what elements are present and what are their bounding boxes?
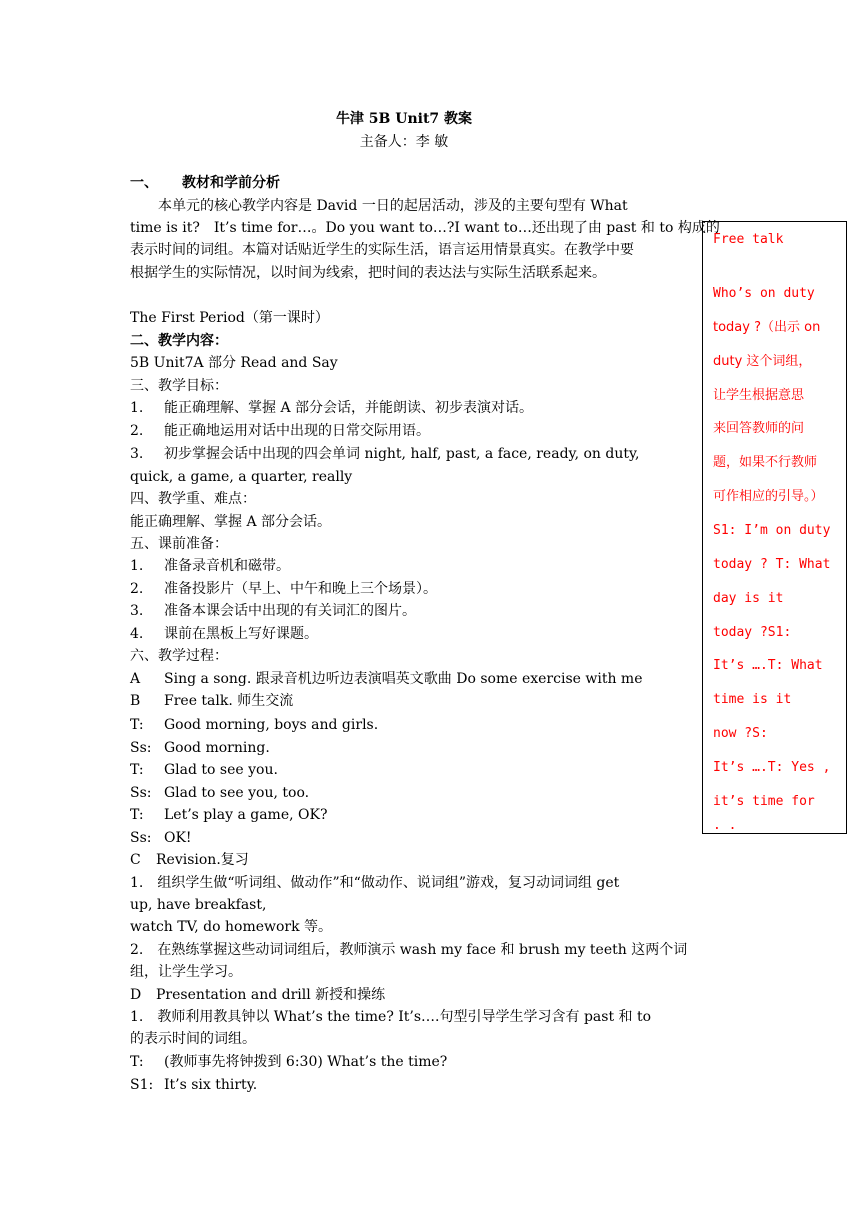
prep-item: 1. 准备录音机和磁带。 bbox=[130, 558, 290, 574]
c1-line-3: watch TV, do homework 等。 bbox=[130, 919, 333, 935]
note-line: today ? T: What bbox=[713, 557, 831, 572]
d1-line-2: 的表示时间的词组。 bbox=[130, 1031, 256, 1047]
para1-line-4: 根据学生的实际情况，以时间为线索，把时间的表达法与实际生活联系起来。 bbox=[130, 265, 606, 281]
dialog-line: T: Let’s play a game, OK? bbox=[130, 807, 328, 823]
c2-line-2: 组，让学生学习。 bbox=[130, 964, 242, 980]
note-line: Free talk bbox=[713, 232, 784, 247]
margin-note-box bbox=[702, 221, 847, 834]
dialog-line: T: Glad to see you. bbox=[130, 762, 278, 778]
prep-item: 4. 课前在黑板上写好课题。 bbox=[130, 626, 318, 642]
note-line: It’s ….T: What bbox=[713, 658, 823, 673]
section-4-text: 能正确理解、掌握 A 部分会话。 bbox=[130, 514, 332, 530]
para1-line-3: 表示时间的词组。本篇对话贴近学生的实际生活，语言运用情景真实。在教学中要 bbox=[130, 242, 634, 258]
note-line: It’s ….T: Yes , bbox=[713, 760, 831, 775]
c1-line-1: 1. 组织学生做“听词组、做动作”和“做动作、说词组”游戏，复习动词词组 get bbox=[130, 875, 620, 891]
section-3-heading: 三、教学目标： bbox=[130, 378, 228, 394]
step-c: C Revision.复习 bbox=[130, 852, 249, 868]
section-2-heading: 二、教学内容： bbox=[130, 333, 228, 349]
note-line: time is it bbox=[713, 692, 792, 707]
goal-3-continuation: quick, a game, a quarter, really bbox=[130, 469, 353, 485]
note-line: it’s time for bbox=[713, 794, 815, 809]
step-a: A Sing a song. 跟录音机边听边表演唱英文歌曲 Do some exercise with me bbox=[130, 671, 643, 687]
goal-item: 2. 能正确地运用对话中出现的日常交际用语。 bbox=[130, 423, 430, 439]
goal-item: 1. 能正确理解、掌握 A 部分会话，并能朗读、初步表演对话。 bbox=[130, 400, 534, 416]
d1-line-1: 1. 教师利用教具钟以 What’s the time? It’s….句型引导学生学习含有 past 和 to bbox=[130, 1009, 652, 1025]
note-line: 让学生根据意思 bbox=[713, 388, 805, 403]
section-5-heading: 五、课前准备： bbox=[130, 536, 228, 552]
author-line: 主备人：李 敏 bbox=[359, 134, 449, 150]
note-line: today ?（出示 on bbox=[713, 320, 821, 335]
dialog-line: S1: It’s six thirty. bbox=[130, 1077, 258, 1093]
note-line: duty 这个词组， bbox=[713, 354, 812, 369]
c2-line-1: 2. 在熟练掌握这些动词词组后，教师演示 wash my face 和 brush my teeth 这两个词 bbox=[130, 942, 688, 958]
note-line: S1: I’m on duty bbox=[713, 523, 831, 538]
section-6-heading: 六、教学过程： bbox=[130, 648, 228, 664]
step-b: B Free talk. 师生交流 bbox=[130, 693, 294, 709]
note-line: 来回答教师的问 bbox=[713, 421, 805, 436]
section-1-heading: 一、 教材和学前分析 bbox=[130, 175, 280, 191]
c1-line-2: up, have breakfast, bbox=[130, 897, 267, 913]
prep-item: 3. 准备本课会话中出现的有关词汇的图片。 bbox=[130, 603, 416, 619]
note-line: 可作相应的引导。） bbox=[713, 489, 824, 504]
para1-line-2: time is it? It’s time for…。Do you want to…?I want to…还出现了由 past 和 to 构成的 bbox=[130, 220, 720, 236]
goal-item: 3. 初步掌握会话中出现的四会单词 night, half, past, a face, ready, on duty, bbox=[130, 446, 640, 462]
note-line: day is it bbox=[713, 591, 784, 606]
dialog-line: T: Good morning, boys and girls. bbox=[130, 717, 379, 733]
first-period-heading: The First Period（第一课时） bbox=[130, 310, 329, 326]
dialog-line: Ss: Glad to see you, too. bbox=[130, 785, 310, 801]
section-2-text: 5B Unit7A 部分 Read and Say bbox=[130, 355, 338, 371]
note-line: . . bbox=[713, 818, 737, 833]
note-line: Who’s on duty bbox=[713, 286, 815, 301]
section-4-heading: 四、教学重、难点： bbox=[130, 491, 256, 507]
prep-item: 2. 准备投影片（早上、中午和晚上三个场景）。 bbox=[130, 581, 437, 597]
step-d: D Presentation and drill 新授和操练 bbox=[130, 987, 386, 1003]
dialog-line: Ss: OK! bbox=[130, 830, 192, 846]
note-line: 题，如果不行教师 bbox=[713, 455, 818, 470]
note-line: now ?S: bbox=[713, 726, 768, 741]
document-title: 牛津 5B Unit7 教案 bbox=[335, 111, 473, 127]
dialog-line: T: (教师事先将钟拨到 6:30) What’s the time? bbox=[130, 1054, 448, 1070]
note-line: today ?S1: bbox=[713, 625, 792, 640]
para1-line-1: 本单元的核心教学内容是 David 一日的起居活动，涉及的主要句型有 What bbox=[158, 198, 628, 214]
dialog-line: Ss: Good morning. bbox=[130, 740, 270, 756]
